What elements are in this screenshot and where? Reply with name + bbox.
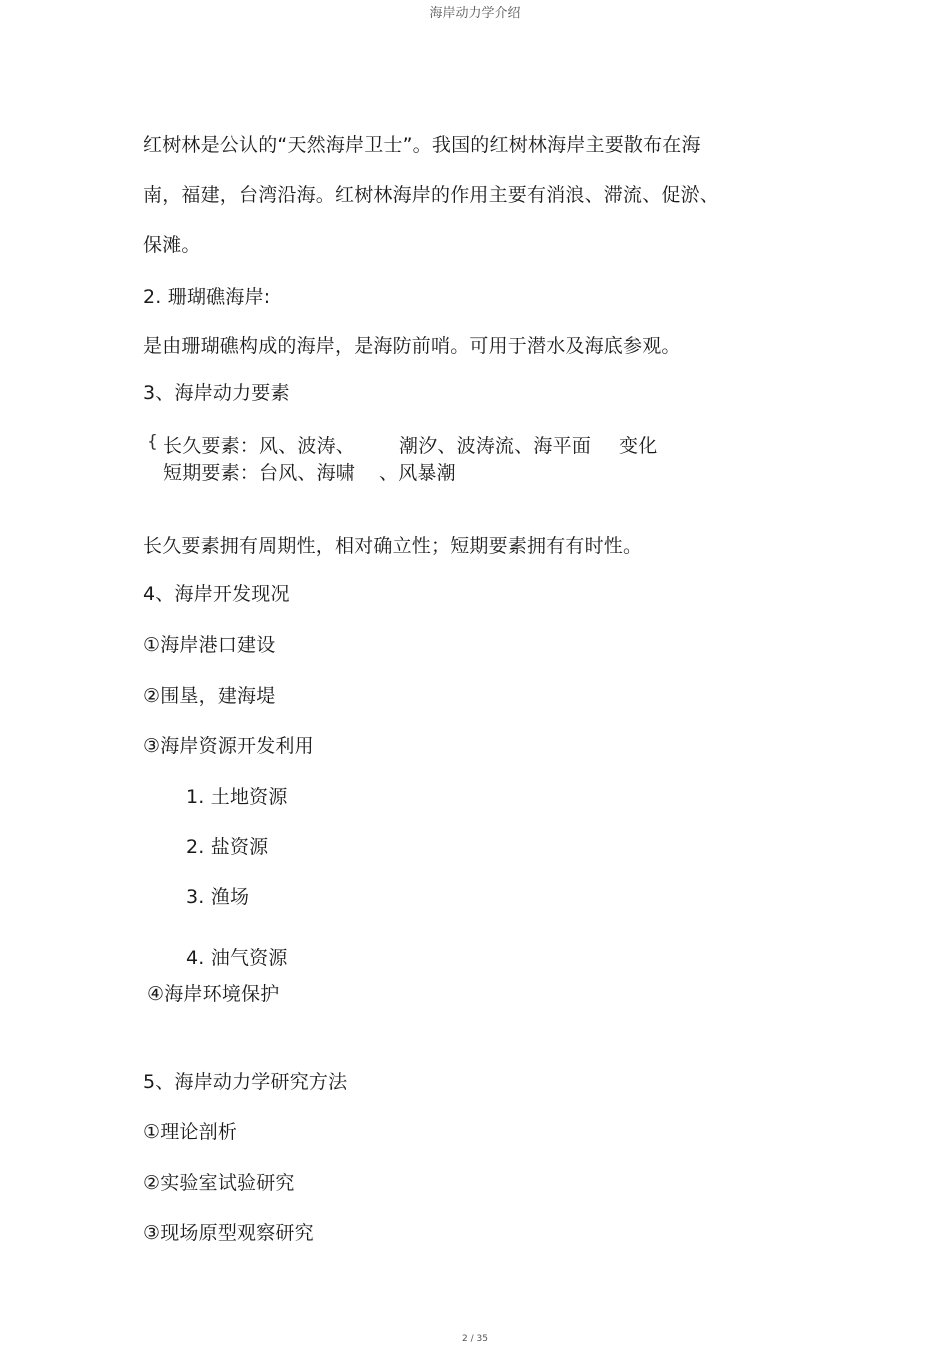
brace-icon: { xyxy=(147,432,158,452)
section-heading: 4、海岸开发现况 xyxy=(143,583,290,605)
long-term-factors xyxy=(163,434,657,458)
paragraph-line: 南，福建，台湾沿海。红树林海岸的作用主要有消浪、滞流、促淤、 xyxy=(143,184,720,206)
sub-list-item: 4. 油气资源 xyxy=(186,947,288,969)
list-item: ③海岸资源开发利用 xyxy=(143,735,314,757)
list-item: ②围垦，建海堤 xyxy=(143,685,276,707)
list-item: ④海岸环境保护 xyxy=(147,983,280,1005)
list-item: ①海岸港口建设 xyxy=(143,634,276,656)
short-term-factors xyxy=(163,461,456,485)
section-heading: 3、海岸动力要素 xyxy=(143,382,290,404)
sub-list-item: 2. 盐资源 xyxy=(186,836,269,858)
paragraph-line: 红树林是公认的“天然海岸卫士”。我国的红树林海岸主要散布在海 xyxy=(143,134,701,156)
page-header: 海岸动力学介绍 xyxy=(429,6,521,21)
long-term-end: 变化 xyxy=(619,435,658,457)
short-term-end: 、风暴潮 xyxy=(379,462,456,484)
long-term-label: 长久要素：风、波涛、 xyxy=(163,435,356,457)
paragraph-line: 是由珊瑚礁构成的海岸，是海防前哨。可用于潜水及海底参观。 xyxy=(143,335,681,357)
sub-list-item: 1. 土地资源 xyxy=(186,786,288,808)
long-term-middle: 潮汐、波涛流、海平面 xyxy=(399,435,592,457)
section-heading: 2. 珊瑚礁海岸: xyxy=(143,286,271,308)
short-term-label: 短期要素：台风、海啸 xyxy=(163,462,356,484)
sub-list-item: 3. 渔场 xyxy=(186,886,250,908)
list-item: ②实验室试验研究 xyxy=(143,1172,295,1194)
paragraph-line: 长久要素拥有周期性，相对确立性；短期要素拥有有时性。 xyxy=(143,535,643,557)
page-number: 2 / 35 xyxy=(462,1334,488,1344)
list-item: ③现场原型观察研究 xyxy=(143,1222,314,1244)
section-heading: 5、海岸动力学研究方法 xyxy=(143,1071,348,1093)
paragraph-line: 保滩。 xyxy=(143,234,201,256)
list-item: ①理论剖析 xyxy=(143,1121,238,1143)
